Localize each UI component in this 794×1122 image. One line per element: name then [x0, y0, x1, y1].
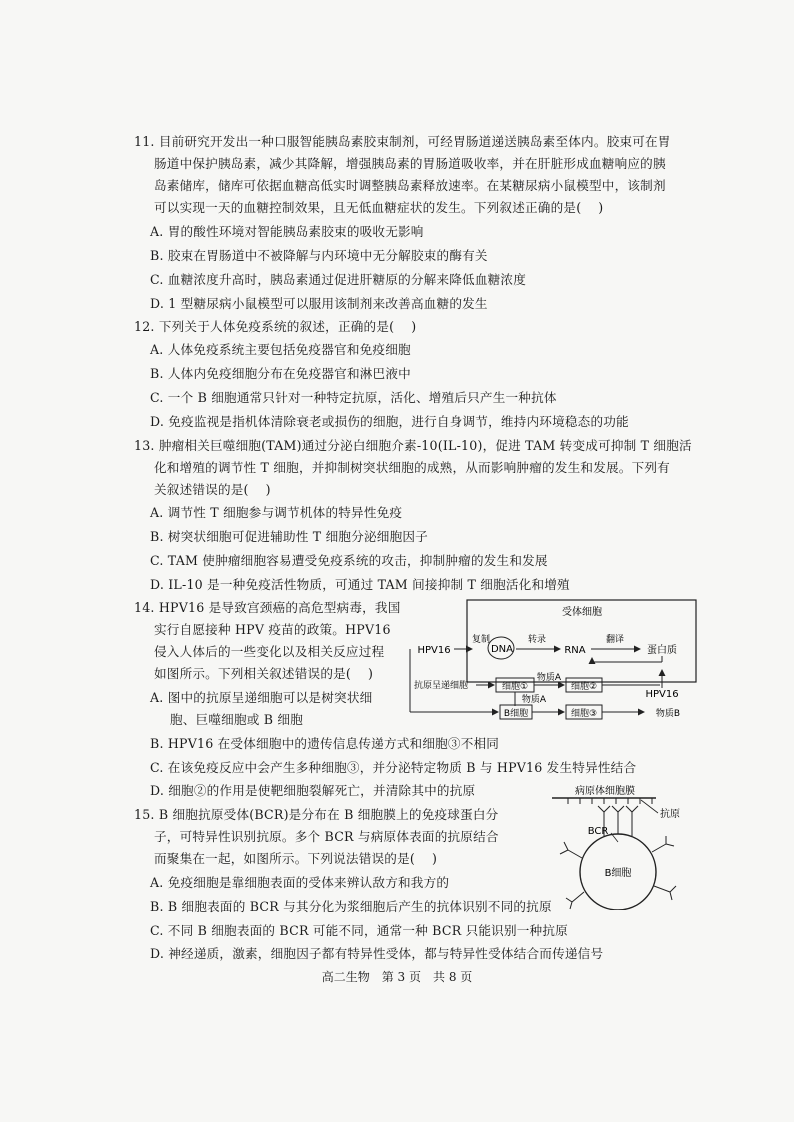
substance-a-label-2: 物质A [521, 695, 547, 705]
page-footer: 高二生物 第 3 页 共 8 页 [321, 970, 473, 984]
q11-stem-line-3: 岛素储库，储库可依据血糖高低实时调整胰岛素释放速率。在某糖尿病小鼠模型中，该制剂 [154, 178, 666, 193]
q15-stem-line-1: 15. B 细胞抗原受体(BCR)是分布在 B 细胞膜上的免疫球蛋白分 [134, 807, 499, 822]
q14-stem-line-1: 14. HPV16 是导致宫颈癌的高危型病毒，我国 [134, 600, 401, 615]
q15-option-a: A. 免疫细胞是靠细胞表面的受体来辨认敌方和我方的 [150, 875, 450, 890]
bcell-label: B细胞 [503, 709, 529, 719]
q14-option-a-line-1: A. 图中的抗原呈递细胞可以是树突状细 [150, 690, 373, 705]
q14-option-a-line-2: 胞、巨噬细胞或 B 细胞 [170, 712, 304, 727]
membrane-label: 病原体细胞膜 [575, 786, 635, 797]
q14-stem-line-2: 实行自愿接种 HPV 疫苗的政策。HPV16 [154, 622, 391, 637]
q12-option-a: A. 人体免疫系统主要包括免疫器官和免疫细胞 [150, 342, 411, 357]
q15-stem-line-3: 而聚集在一起，如图所示。下列说法错误的是( ) [154, 851, 438, 866]
apc-label: 抗原呈递细胞 [413, 681, 469, 691]
hpv16-exit-label: HPV16 [645, 689, 679, 700]
b-cell-label: B细胞 [604, 868, 632, 879]
rna-label: RNA [564, 645, 586, 656]
q13-option-b: B. 树突状细胞可促进辅助性 T 细胞分泌细胞因子 [150, 529, 428, 544]
q13-option-c: C. TAM 使肿瘤细胞容易遭受免疫系统的攻击，抑制肿瘤的发生和发展 [150, 553, 548, 568]
q15-option-b: B. B 细胞表面的 BCR 与其分化为浆细胞后产生的抗体识别不同的抗原 [150, 899, 552, 914]
q14-stem-line-4: 如图所示。下列相关叙述错误的是( ) [154, 666, 374, 681]
q14-option-d: D. 细胞②的作用是使靶细胞裂解死亡，并清除其中的抗原 [150, 783, 476, 798]
protein-label: 蛋白质 [647, 645, 677, 656]
q12-option-d: D. 免疫监视是指机体清除衰老或损伤的细胞，进行自身调节，维持内环境稳态的功能 [150, 414, 629, 429]
q14-option-b: B. HPV16 在受体细胞中的遗传信息传递方式和细胞③不相同 [150, 736, 500, 751]
q13-option-a: A. 调节性 T 细胞参与调节机体的特异性免疫 [150, 505, 403, 520]
q12-option-c: C. 一个 B 细胞通常只针对一种特定抗原，活化、增殖后只产生一种抗体 [150, 390, 557, 405]
q14-option-c: C. 在该免疫反应中会产生多种细胞③，并分泌特定物质 B 与 HPV16 发生特异性结合 [150, 760, 637, 775]
cell1-label: 细胞① [501, 682, 529, 692]
q11-option-a: A. 胃的酸性环境对智能胰岛素胶束的吸收无影响 [150, 224, 424, 239]
q12-option-b: B. 人体内免疫细胞分布在免疫器官和淋巴液中 [150, 366, 411, 381]
antigen-spikes [568, 798, 652, 804]
replicate-label: 复制 [471, 635, 491, 645]
hpv16-entry-label: HPV16 [417, 645, 451, 656]
cell3-label: 细胞③ [570, 709, 598, 719]
q15-stem-line-2: 子，可特异性识别抗原。多个 BCR 与病原体表面的抗原结合 [154, 829, 499, 844]
q15-option-d: D. 神经递质，激素，细胞因子都有特异性受体，都与特异性受体结合而传递信号 [150, 946, 604, 961]
substance-a-label-1: 物质A [536, 673, 562, 683]
q13-stem-line-3: 关叙述错误的是( ) [154, 482, 271, 497]
translate-label: 翻译 [605, 635, 625, 645]
q13-option-d: D. IL-10 是一种免疫活性物质，可通过 TAM 间接抑制 T 细胞活化和增殖 [150, 577, 570, 592]
q11-option-d: D. 1 型糖尿病小鼠模型可以服用该制剂来改善高血糖的发生 [150, 296, 488, 311]
dna-label: DNA [490, 644, 514, 655]
antigen-label: 抗原 [660, 809, 680, 820]
q11-option-c: C. 血糖浓度升高时，胰岛素通过促进肝糖原的分解来降低血糖浓度 [150, 272, 527, 287]
q12-stem: 12. 下列关于人体免疫系统的叙述，正确的是( ) [134, 319, 417, 334]
q11-option-b: B. 胶束在胃肠道中不被降解与内环境中无分解胶束的酶有关 [150, 248, 488, 263]
cell2-label: 细胞② [570, 682, 598, 692]
q11-stem-line-2: 肠道中保护胰岛素，减少其降解，增强胰岛素的胃肠道吸收率，并在肝脏形成血糖响应的胰 [154, 156, 666, 171]
bcr-receptors [560, 806, 676, 909]
q11-stem-line-1: 11. 目前研究开发出一种口服智能胰岛素胶束制剂，可经胃肠道递送胰岛素至体内。胶束可在胃 [134, 134, 671, 149]
q15-option-c: C. 不同 B 细胞表面的 BCR 可能不同，通常一种 BCR 只能识别一种抗原 [150, 923, 568, 938]
bcr-label: BCR [587, 826, 609, 837]
q14-hpv-diagram [408, 596, 700, 732]
substance-b-label: 物质B [655, 709, 681, 719]
q13-stem-line-1: 13. 肿瘤相关巨噬细胞(TAM)通过分泌白细胞介素-10(IL-10)，促进 TAM 转变成可抑制 T 细胞活 [134, 438, 692, 453]
q15-bcr-diagram [548, 782, 696, 910]
transcribe-label: 转录 [527, 635, 547, 645]
q13-stem-line-2: 化和增殖的调节性 T 细胞，并抑制树突状细胞的成熟，从而影响肿瘤的发生和发展。下列有 [154, 460, 670, 475]
q14-stem-line-3: 侵入人体后的一些变化以及相关反应过程 [154, 644, 385, 659]
receptor-cell-label: 受体细胞 [562, 607, 602, 618]
q11-stem-line-4: 可以实现一天的血糖控制效果，且无低血糖症状的发生。下列叙述正确的是( ) [154, 200, 604, 215]
